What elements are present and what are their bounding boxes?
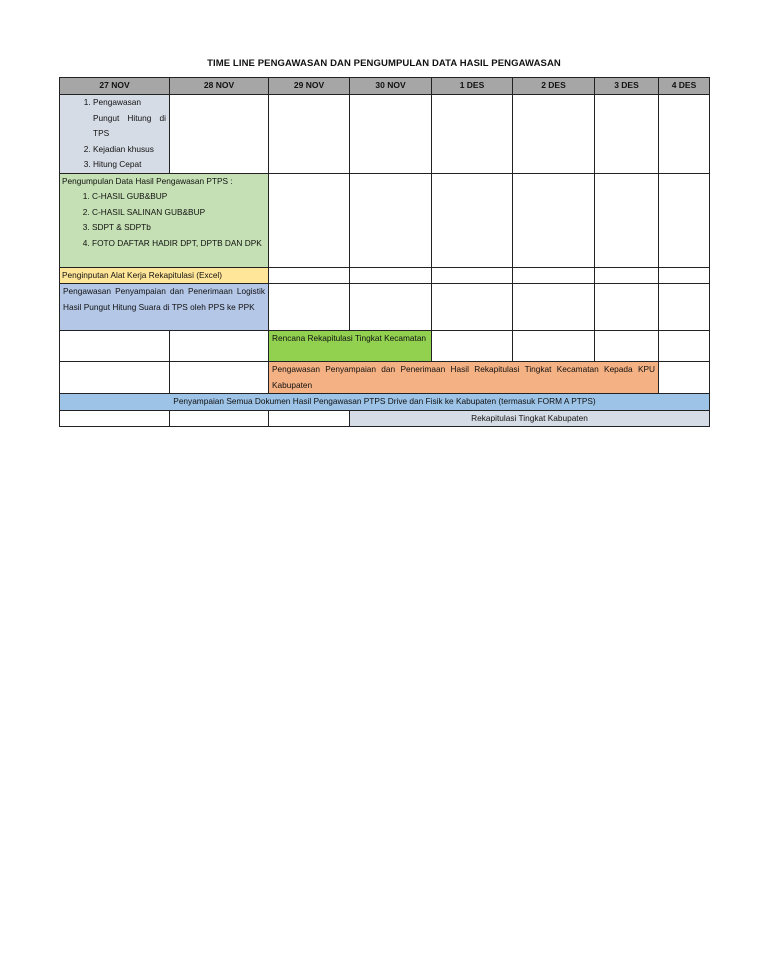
- header-row: [60, 78, 710, 95]
- pengumpulan-heading: Pengumpulan Data Hasil Pengawasan PTPS :: [62, 175, 233, 186]
- empty-cell: [60, 410, 170, 427]
- col-header: 1 DES: [432, 78, 513, 95]
- col-header: 28 NOV: [170, 78, 269, 95]
- empty-cell: [350, 173, 432, 267]
- col-header: 2 DES: [513, 78, 595, 95]
- empty-cell: [513, 267, 595, 284]
- list-item: 2. Kejadian khusus: [93, 142, 166, 158]
- list-item: 4. FOTO DAFTAR HADIR DPT, DPTB DAN DPK: [92, 236, 265, 252]
- list-item: 3. Hitung Cepat: [93, 157, 166, 173]
- empty-cell: [60, 331, 170, 362]
- table-row: [60, 284, 710, 331]
- empty-cell: [60, 362, 170, 394]
- empty-cell: [170, 95, 269, 174]
- empty-cell: [170, 410, 269, 427]
- table-row: [60, 95, 710, 174]
- timeline-table: [59, 77, 710, 427]
- col-header: 27 NOV: [60, 78, 170, 95]
- pengumpulan-cell: [60, 173, 269, 267]
- empty-cell: [659, 284, 710, 331]
- col-header: 4 DES: [659, 78, 710, 95]
- empty-cell: [350, 95, 432, 174]
- empty-cell: [659, 267, 710, 284]
- list-item: 2. C-HASIL SALINAN GUB&BUP: [92, 205, 265, 221]
- list-item: 3. SDPT & SDPTb: [92, 220, 265, 236]
- empty-cell: [350, 284, 432, 331]
- empty-cell: [432, 95, 513, 174]
- empty-cell: [513, 331, 595, 362]
- penyampaian-hasil-cell: Pengawasan Penyampaian dan Penerimaan Hasil Rekapitulasi Tingkat Kecamatan Kepada KPU Kabupaten: [269, 362, 659, 394]
- col-header: 30 NOV: [350, 78, 432, 95]
- empty-cell: [269, 410, 350, 427]
- empty-cell: [432, 267, 513, 284]
- logistik-cell: Pengawasan Penyampaian dan Penerimaan Logistik Hasil Pungut Hitung Suara di TPS oleh PPS ke PPK: [60, 284, 269, 331]
- empty-cell: [659, 331, 710, 362]
- penginputan-cell: Penginputan Alat Kerja Rekapitulasi (Excel): [60, 267, 269, 284]
- table-row: [60, 394, 710, 411]
- table-row: [60, 362, 710, 394]
- empty-cell: [350, 267, 432, 284]
- empty-cell: [659, 95, 710, 174]
- empty-cell: [595, 95, 659, 174]
- pengawasan-cell: [60, 95, 170, 174]
- empty-cell: [595, 284, 659, 331]
- table-row: [60, 267, 710, 284]
- list-item: 1. Pengawasan Pungut Hitung di TPS: [93, 95, 166, 142]
- empty-cell: [170, 362, 269, 394]
- list-item: 1. C-HASIL GUB&BUP: [92, 189, 265, 205]
- empty-cell: [595, 331, 659, 362]
- empty-cell: [432, 284, 513, 331]
- semua-dokumen-cell: Penyampaian Semua Dokumen Hasil Pengawasan PTPS Drive dan Fisik ke Kabupaten (termasuk FORM A PTPS): [60, 394, 710, 411]
- empty-cell: [513, 173, 595, 267]
- empty-cell: [513, 95, 595, 174]
- empty-cell: [269, 173, 350, 267]
- empty-cell: [269, 95, 350, 174]
- table-row: [60, 410, 710, 427]
- table-row: [60, 331, 710, 362]
- empty-cell: [269, 284, 350, 331]
- empty-cell: [269, 267, 350, 284]
- empty-cell: [513, 284, 595, 331]
- empty-cell: [659, 362, 710, 394]
- table-row: [60, 173, 710, 267]
- document-title: TIME LINE PENGAWASAN DAN PENGUMPULAN DATA HASIL PENGAWASAN: [207, 58, 561, 69]
- rencana-cell: Rencana Rekapitulasi Tingkat Kecamatan: [269, 331, 432, 362]
- rekap-kabupaten-cell: Rekapitulasi Tingkat Kabupaten: [350, 410, 710, 427]
- col-header: 3 DES: [595, 78, 659, 95]
- empty-cell: [432, 173, 513, 267]
- col-header: 29 NOV: [269, 78, 350, 95]
- pengumpulan-list: [62, 189, 265, 251]
- empty-cell: [595, 267, 659, 284]
- empty-cell: [595, 173, 659, 267]
- empty-cell: [170, 331, 269, 362]
- empty-cell: [659, 173, 710, 267]
- empty-cell: [432, 331, 513, 362]
- pengawasan-list: [63, 95, 166, 173]
